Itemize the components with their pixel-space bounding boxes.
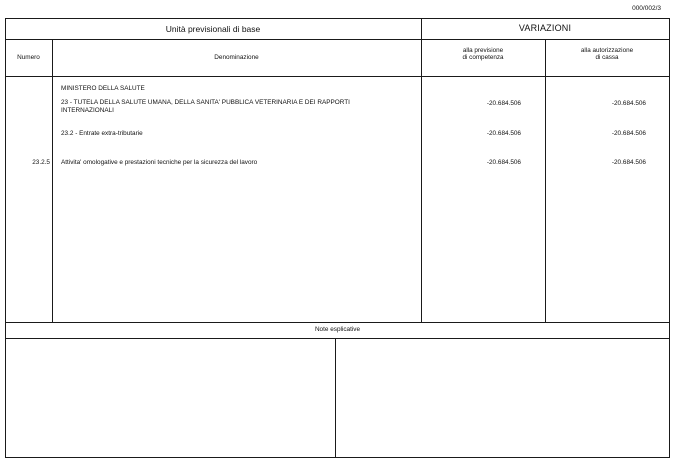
row-denominazione: 23 - TUTELA DELLA SALUTE UMANA, DELLA SANITA' PUBBLICA VETERINARIA E DEI RAPPORTI INTERNAZIONALI (61, 99, 350, 114)
unita-previsionali-heading: Unità previsionali di base (165, 24, 261, 34)
page-code: 000/002/3 (632, 5, 661, 12)
competenza-header-line-1: alla previsione (462, 47, 504, 54)
ministry-name: MINISTERO DELLA SALUTE (61, 85, 145, 92)
frame-top-border (5, 18, 670, 19)
row-cassa-value: -20.684.506 (611, 100, 646, 107)
frame-bottom-border (5, 457, 670, 458)
competenza-header-line-2: di competenza (462, 54, 504, 62)
row-competenza-value: -20.684.506 (486, 100, 521, 107)
notes-left-panel (6, 339, 335, 457)
row-competenza-value: -20.684.506 (486, 159, 521, 166)
cassa-column-divider (545, 39, 546, 323)
cassa-header-line-2: di cassa (595, 54, 619, 62)
notes-title: Note esplicative (314, 326, 361, 333)
denominazione-column-header: Denominazione (214, 54, 259, 61)
variazioni-column-divider (421, 18, 422, 323)
numero-column-header: Numero (17, 54, 40, 61)
row-numero: 23.2.5 (32, 159, 50, 166)
row-denominazione: 23.2 - Entrate extra-tributarie (61, 130, 143, 137)
notes-right-panel (336, 339, 669, 457)
cassa-header-line-1: alla autorizzazione (580, 47, 634, 54)
variazioni-heading: VARIAZIONI (518, 23, 572, 33)
cassa-column-header (545, 47, 669, 61)
row-cassa-value: -20.684.506 (611, 159, 646, 166)
row-denominazione: Attivita' omologative e prestazioni tecniche per la sicurezza del lavoro (61, 159, 258, 166)
table-bottom-border (5, 322, 670, 323)
row-competenza-value: -20.684.506 (486, 130, 521, 137)
frame-right-border (669, 18, 670, 458)
header-title-divider (5, 39, 670, 40)
row-cassa-value: -20.684.506 (611, 130, 646, 137)
numero-column-divider (52, 39, 53, 323)
competenza-column-header (421, 47, 545, 61)
header-bottom-border (5, 76, 670, 77)
